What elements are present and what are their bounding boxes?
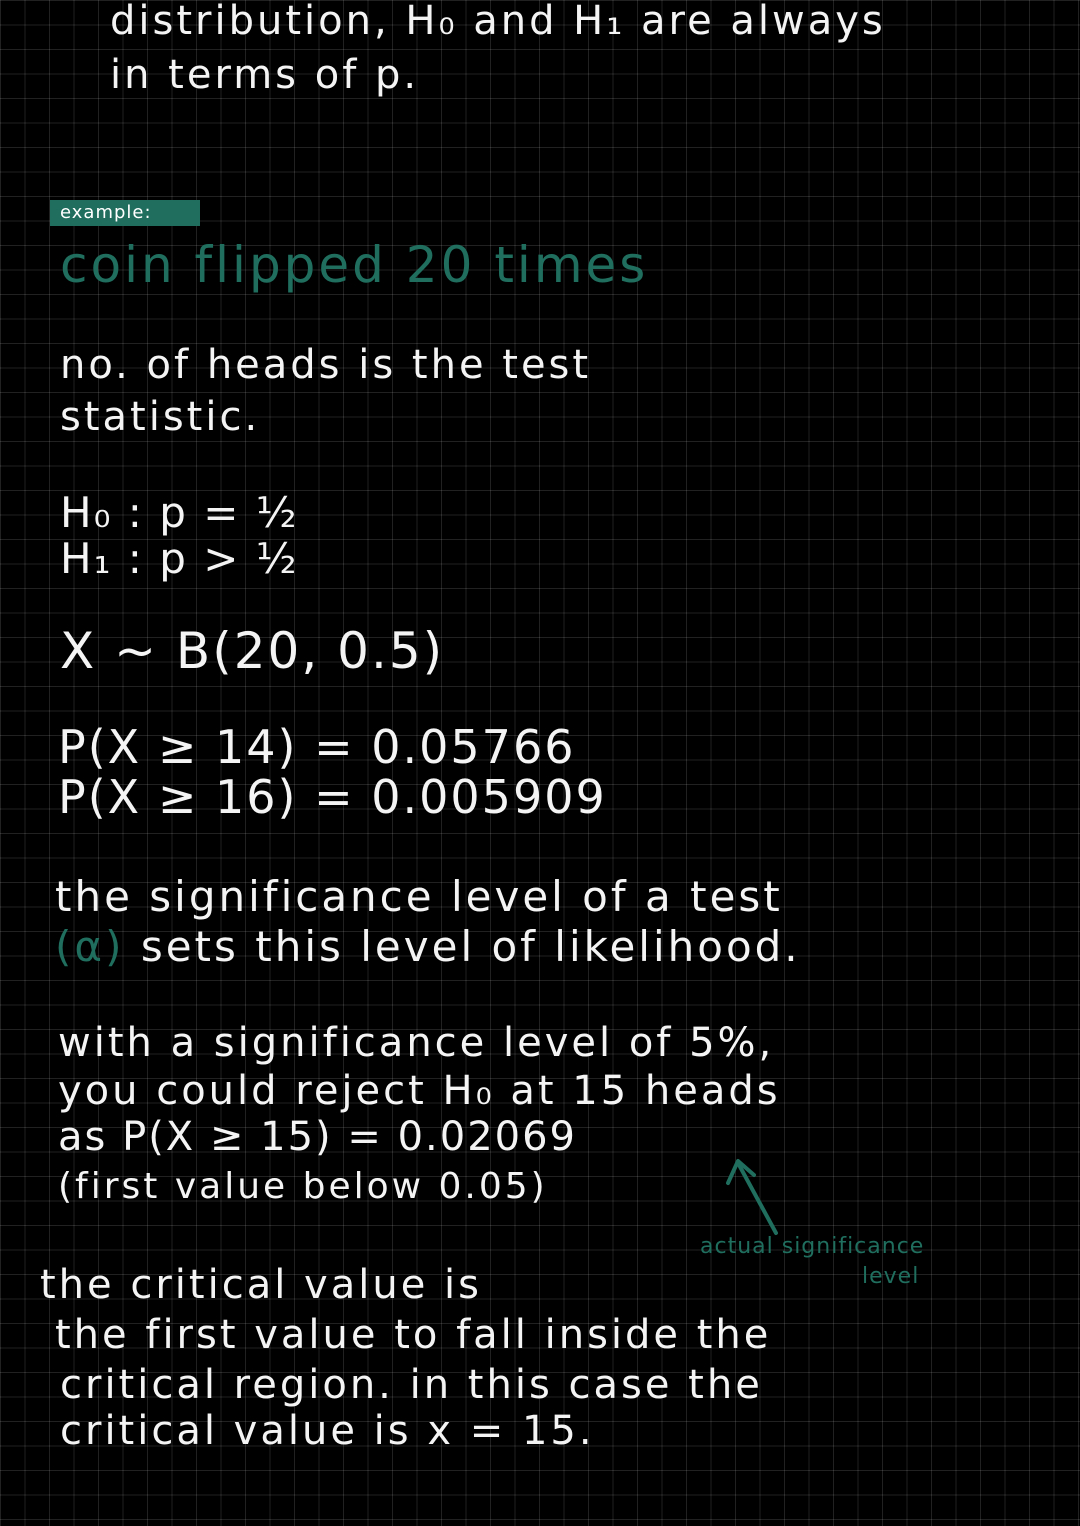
probability-1: P(X ≥ 14) = 0.05766 bbox=[58, 720, 576, 774]
intro-line-2: in terms of p. bbox=[110, 52, 420, 98]
critical-line-2: the first value to fall inside the bbox=[55, 1312, 772, 1358]
with-level-line-1: with a significance level of 5%, bbox=[58, 1020, 775, 1066]
statement-line-1: no. of heads is the test bbox=[60, 342, 592, 388]
null-hypothesis: H₀ : p = ½ bbox=[60, 488, 299, 537]
annotation-arrow-icon bbox=[720, 1155, 790, 1240]
critical-line-3: critical region. in this case the bbox=[60, 1362, 763, 1408]
statement-line-2: statistic. bbox=[60, 394, 261, 440]
critical-line-4: critical value is x = 15. bbox=[60, 1408, 595, 1454]
with-level-line-2: you could reject H₀ at 15 heads bbox=[58, 1068, 781, 1114]
example-tag: example: bbox=[50, 200, 200, 226]
intro-line-1: distribution, H₀ and H₁ are always bbox=[110, 0, 886, 44]
with-level-line-3: as P(X ≥ 15) = 0.02069 bbox=[58, 1114, 577, 1160]
significance-line-2-rest: sets this level of likelihood. bbox=[140, 922, 801, 971]
significance-line-2 bbox=[55, 922, 801, 971]
annotation-line-2: level bbox=[862, 1264, 920, 1289]
probability-2: P(X ≥ 16) = 0.005909 bbox=[58, 770, 607, 824]
distribution-formula: X ~ B(20, 0.5) bbox=[60, 622, 445, 680]
significance-line-1: the significance level of a test bbox=[55, 872, 783, 921]
annotation-line-1: actual significance bbox=[700, 1234, 925, 1259]
critical-line-1: the critical value is bbox=[40, 1262, 482, 1308]
alpha-symbol: (α) bbox=[55, 922, 125, 971]
example-heading: coin flipped 20 times bbox=[60, 236, 649, 294]
alternative-hypothesis: H₁ : p > ½ bbox=[60, 534, 299, 583]
with-level-line-4: (first value below 0.05) bbox=[58, 1166, 548, 1207]
